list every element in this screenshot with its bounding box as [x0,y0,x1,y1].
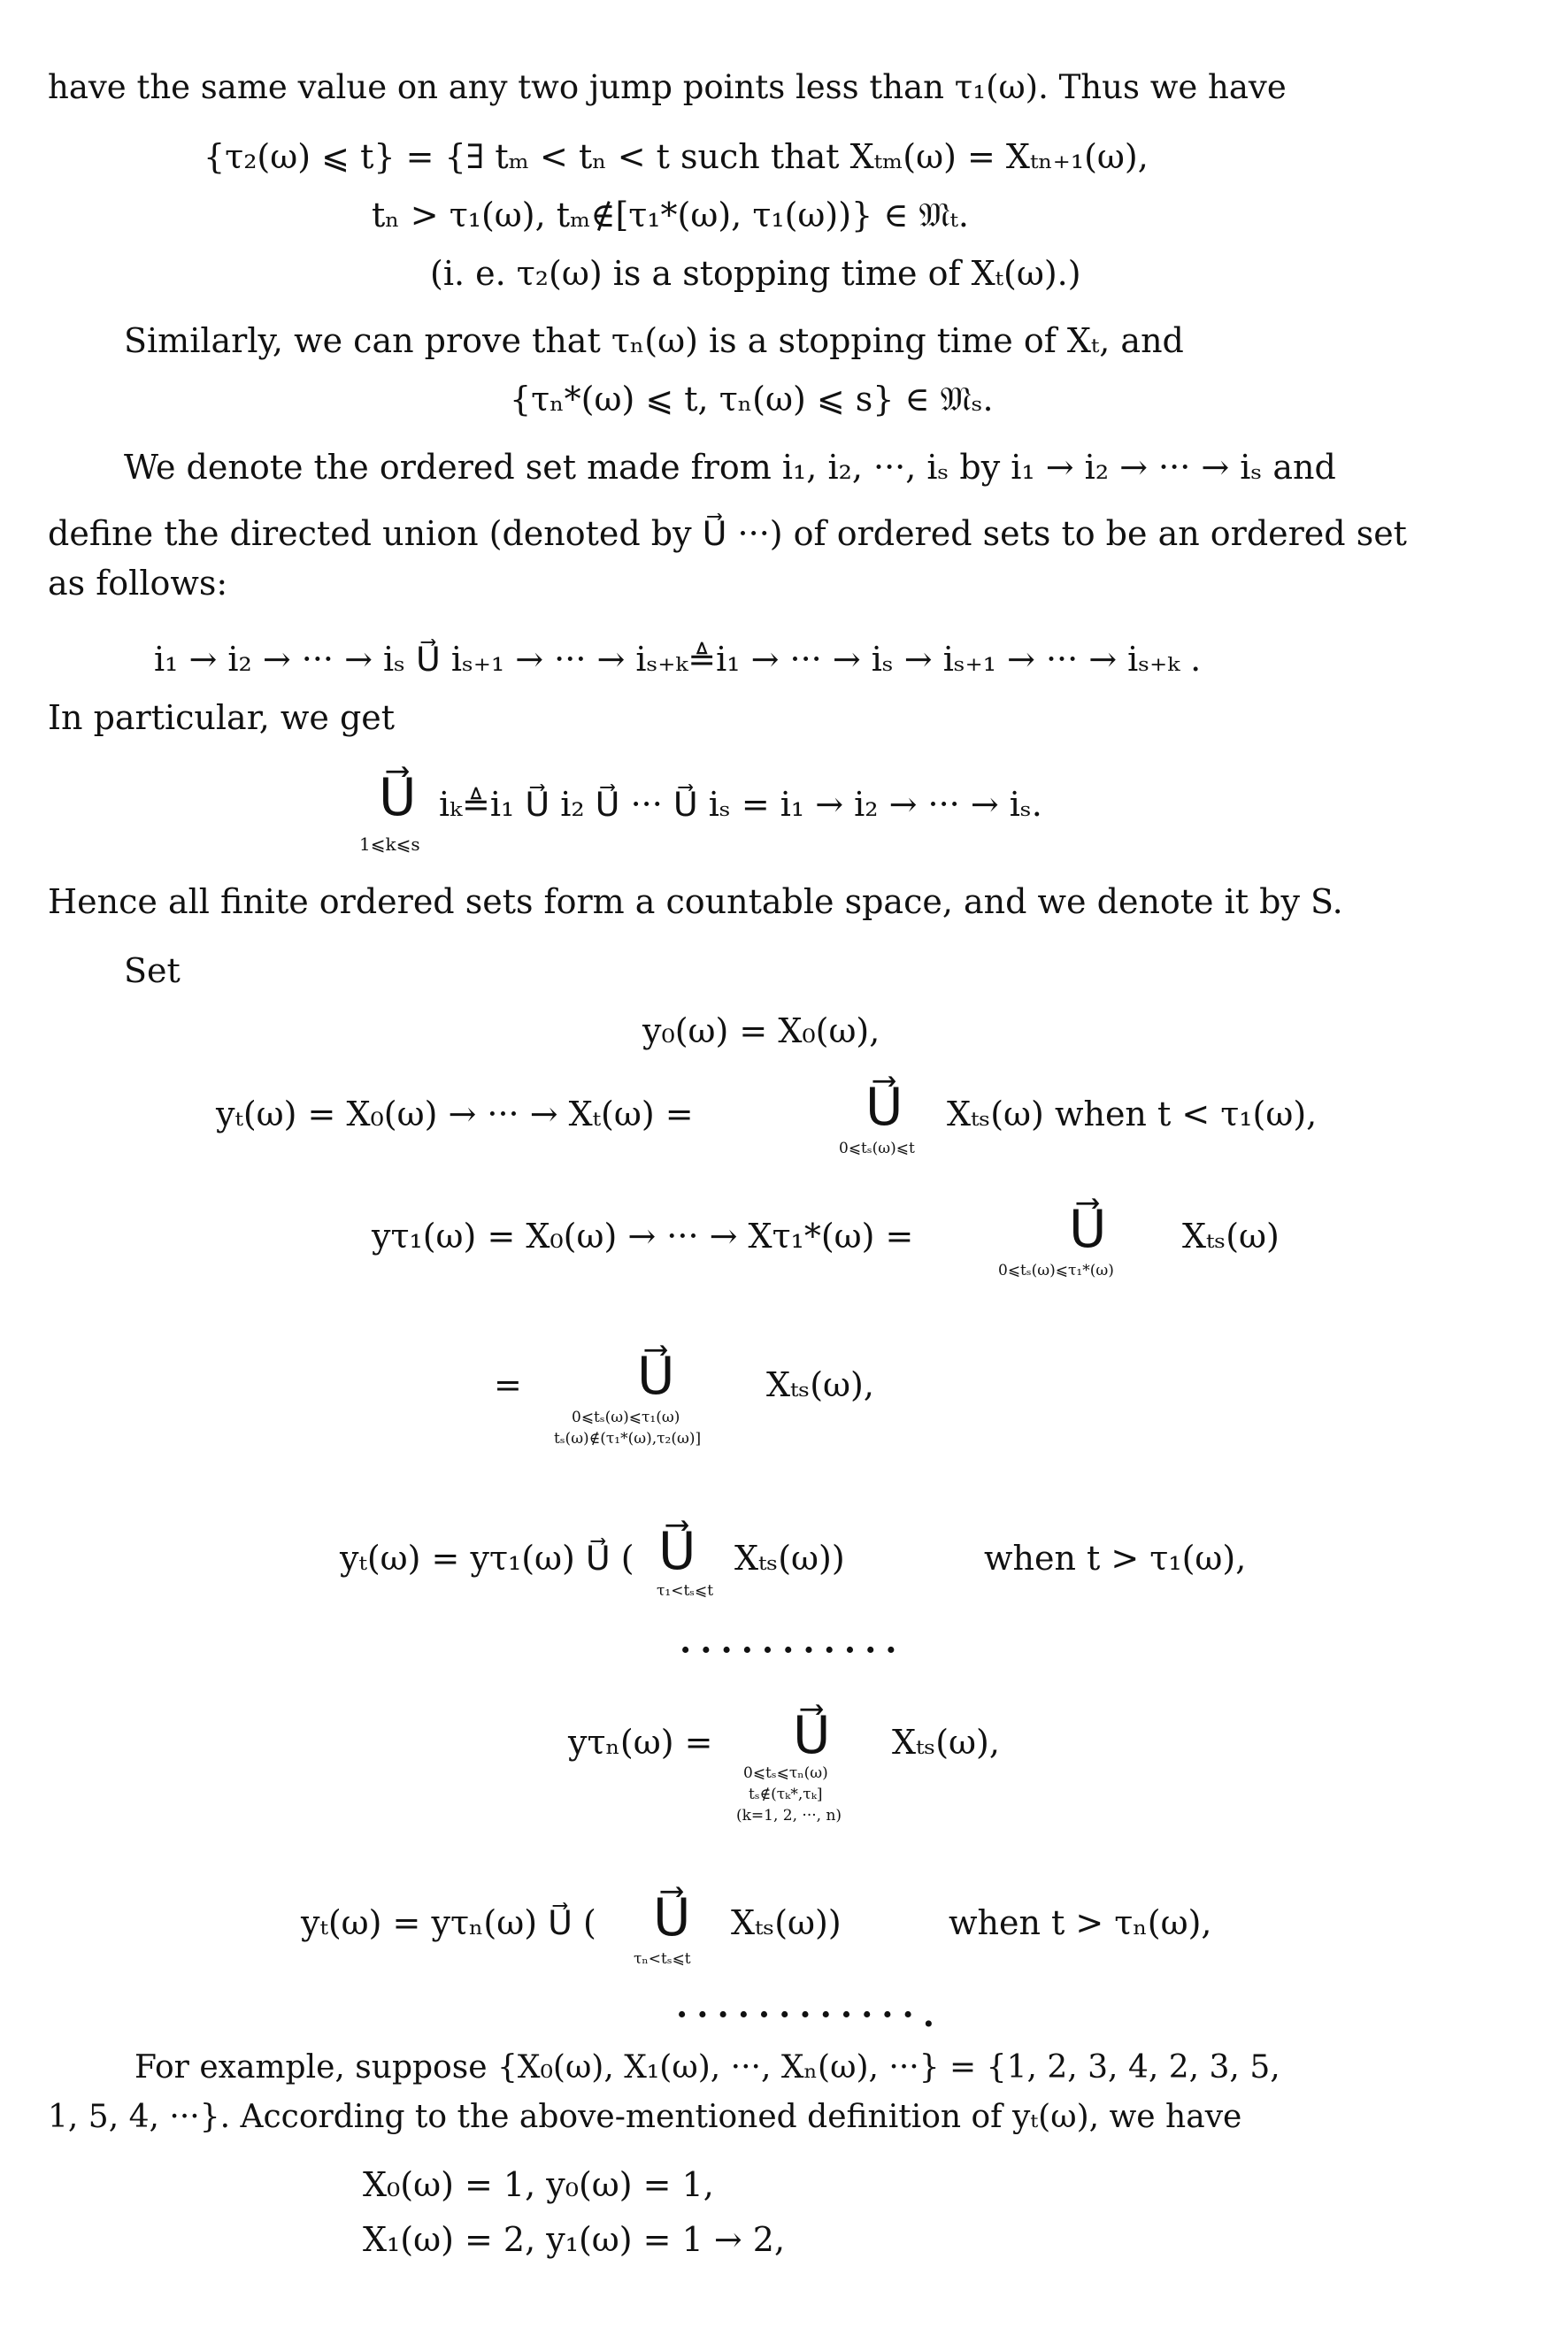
equation-line: yₜ(ω) = X₀(ω) → ··· → Xₜ(ω) = [216,1095,694,1133]
equation-line: yτ₁(ω) = X₀(ω) → ··· → Xτ₁*(ω) = [372,1217,914,1256]
text-line: In particular, we get [48,698,396,737]
text-line: 1, 5, 4, ···}. According to the above-mentioned definition of yₜ(ω), we have [48,2099,1242,2135]
union-subscript: 0⩽tₛ(ω)⩽t [839,1140,915,1157]
equation-line: X₁(ω) = 2, y₁(ω) = 1 → 2, [363,2220,786,2259]
equation-line: Xₜₛ(ω)) [734,1539,845,1578]
union-symbol: U⃗ [793,1705,831,1765]
ellipsis-row: ············. [676,1994,943,2034]
equation-line: Xₜₛ(ω) when t < τ₁(ω), [947,1095,1318,1133]
equation-line: Xₜₛ(ω) [1182,1217,1280,1256]
equation-line: yₜ(ω) = yτ₁(ω) U⃗ ( [340,1539,634,1578]
equation-line: = [494,1365,522,1404]
equation-line: iₖ≜i₁ U⃗ i₂ U⃗ ··· U⃗ iₛ = i₁ → i₂ → ··· → iₛ. [439,785,1042,824]
union-subscript: tₛ∉(τₖ*,τₖ] [749,1786,823,1803]
equation-line: yτₙ(ω) = [568,1723,713,1762]
text-line: as follows: [48,564,228,603]
text-line: For example, suppose {X₀(ω), X₁(ω), ···, Xₙ(ω), ···} = {1, 2, 3, 4, 2, 3, 5, [135,2049,1280,2086]
union-symbol: U⃗ [658,1521,696,1581]
union-subscript: τ₁<tₛ⩽t [657,1582,714,1600]
union-subscript: 0⩽tₛ(ω)⩽τ₁(ω) [572,1409,680,1426]
union-symbol: U⃗ [865,1077,903,1137]
equation-line: i₁ → i₂ → ··· → iₛ U⃗ iₛ₊₁ → ··· → iₛ₊ₖ≜i₁ → ··· → iₛ → iₛ₊₁ → ··· → iₛ₊ₖ . [154,640,1202,679]
union-subscript: τₙ<tₛ⩽t [634,1950,691,1968]
union-symbol: U⃗ [637,1346,675,1406]
text-line: Hence all finite ordered sets form a countable space, and we denote it by S. [48,882,1343,921]
union-subscript: 0⩽tₛ(ω)⩽τ₁*(ω) [998,1262,1114,1279]
union-symbol: U⃗ [653,1887,691,1948]
equation-line: yₜ(ω) = yτₙ(ω) U⃗ ( [301,1903,596,1942]
union-subscript: tₛ(ω)∉(τ₁*(ω),τ₂(ω)] [554,1430,702,1448]
equation-line: when t > τ₁(ω), [984,1539,1247,1578]
ellipsis-row: ··········· [680,1630,906,1670]
equation-line: {τₙ*(ω) ⩽ t, τₙ(ω) ⩽ s} ∈ 𝔐ₛ. [510,380,994,419]
equation-line: {τ₂(ω) ⩽ t} = {∃ tₘ < tₙ < t such that Xₜₘ(ω) = Xₜₙ₊₁(ω), [204,137,1149,176]
union-symbol: U⃗ [379,767,417,827]
union-symbol: U⃗ [1069,1199,1107,1259]
equation-line: X₀(ω) = 1, y₀(ω) = 1, [363,2165,714,2204]
equation-line: Xₜₛ(ω)) [731,1903,842,1942]
equation-line: when t > τₙ(ω), [949,1903,1212,1942]
union-subscript: (k=1, 2, ···, n) [736,1807,842,1825]
equation-line: Xₜₛ(ω), [766,1365,874,1404]
union-subscript: 0⩽tₛ⩽τₙ(ω) [743,1764,828,1782]
text-line: We denote the ordered set made from i₁, i₂, ···, iₛ by i₁ → i₂ → ··· → iₛ and [124,448,1336,487]
text-line: Set [124,951,181,990]
text-line: Similarly, we can prove that τₙ(ω) is a stopping time of Xₜ, and [124,321,1184,360]
equation-line: Xₜₛ(ω), [892,1723,1000,1762]
union-subscript: 1⩽k⩽s [359,834,420,855]
equation-line: y₀(ω) = X₀(ω), [642,1011,880,1050]
equation-line: (i. e. τ₂(ω) is a stopping time of Xₜ(ω).) [430,254,1081,293]
text-line: have the same value on any two jump points less than τ₁(ω). Thus we have [48,68,1287,106]
text-line: define the directed union (denoted by U⃗ ···) of ordered sets to be an ordered set [48,514,1407,553]
equation-line: tₙ > τ₁(ω), tₘ∉[τ₁*(ω), τ₁(ω))} ∈ 𝔐ₜ. [372,196,969,234]
